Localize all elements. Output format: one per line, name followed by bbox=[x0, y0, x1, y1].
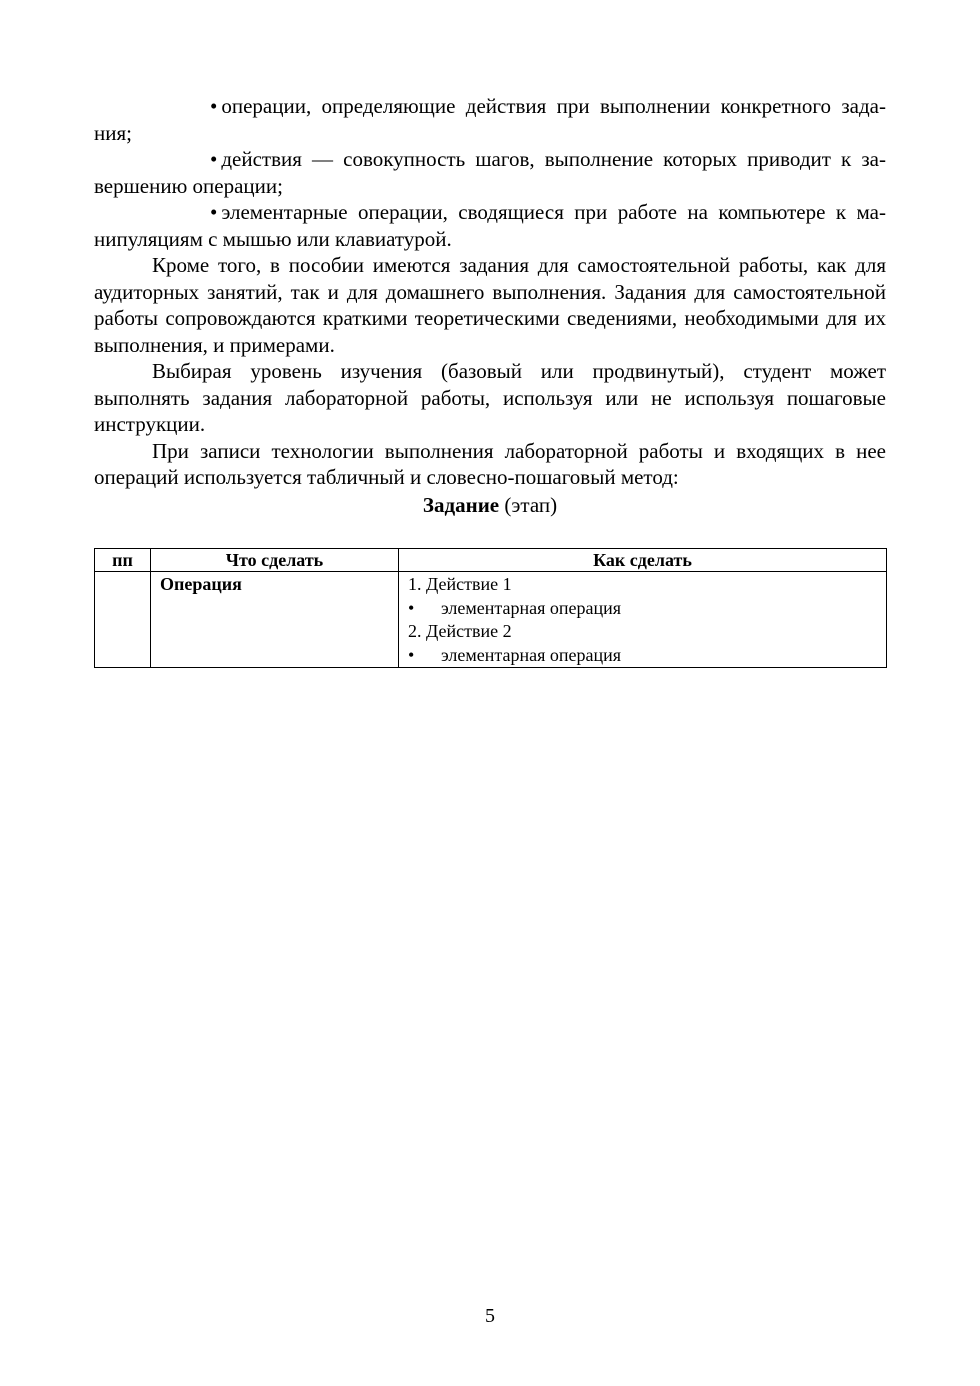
bullet-icon: • bbox=[408, 597, 415, 618]
how-substep bbox=[399, 644, 886, 668]
cell-what: Операция bbox=[151, 572, 399, 668]
bullet-paragraph bbox=[94, 146, 886, 199]
paragraph-text: Кроме того, в пособии имеются задания для самостоятельной работы, как для аудиторных занятий, так и для домашнего выполнения. Задания для самостоятельной работы сопровождаются краткими теоретическими сведениями, необходимыми для их выполнения, и примерами. bbox=[94, 253, 886, 357]
header-pp: пп bbox=[95, 549, 151, 572]
bullet-paragraph bbox=[94, 199, 886, 252]
body-text bbox=[94, 93, 886, 518]
paragraph bbox=[94, 438, 886, 491]
paragraph bbox=[94, 252, 886, 358]
cell-how bbox=[399, 572, 887, 668]
bullet-icon: • bbox=[210, 147, 218, 171]
caption-rest: (этап) bbox=[499, 492, 558, 517]
how-step bbox=[399, 573, 886, 597]
table-caption bbox=[94, 492, 886, 519]
header-what: Что сделать bbox=[151, 549, 399, 572]
bullet-paragraph bbox=[94, 93, 886, 146]
cell-pp bbox=[95, 572, 151, 668]
bullet-icon: • bbox=[210, 200, 218, 224]
step-number: 2. bbox=[408, 621, 422, 641]
page-number: 5 bbox=[485, 1305, 495, 1327]
substep-text: элементарная операция bbox=[441, 644, 622, 665]
paragraph-text: Выбирая уровень изучения (базовый или продвинутый), студент может выполнять задания лабораторной работы, используя или не используя пошаговые инструкции. bbox=[94, 359, 886, 436]
table-header-row bbox=[95, 549, 887, 572]
caption-bold: Задание bbox=[422, 492, 500, 517]
step-number: 1. bbox=[408, 574, 422, 594]
steps-table bbox=[94, 548, 887, 668]
substep-text: элементарная операция bbox=[441, 597, 622, 618]
how-substep bbox=[399, 597, 886, 621]
paragraph-text: При записи технологии выполнения лабораторной работы и входящих в нее операций используется табличный и словесно-пошаговый метод: bbox=[94, 438, 886, 489]
header-how: Как сделать bbox=[399, 549, 887, 572]
table-row bbox=[95, 572, 887, 668]
paragraph bbox=[94, 358, 886, 438]
step-text: Действие 1 bbox=[426, 574, 512, 594]
step-text: Действие 2 bbox=[426, 621, 512, 641]
bullet-icon: • bbox=[408, 644, 415, 665]
paragraph-text: действия — совокупность шагов, выполнение которых приводит к завершению операции; bbox=[94, 147, 886, 198]
bullet-icon: • bbox=[210, 94, 218, 118]
paragraph-text: операции, определяющие действия при выполнении конкретного задания; bbox=[94, 94, 886, 145]
paragraph-text: элементарные операции, сводящиеся при работе на компьютере к манипуляциям с мышью или клавиатурой. bbox=[94, 200, 886, 251]
how-step bbox=[399, 620, 886, 644]
